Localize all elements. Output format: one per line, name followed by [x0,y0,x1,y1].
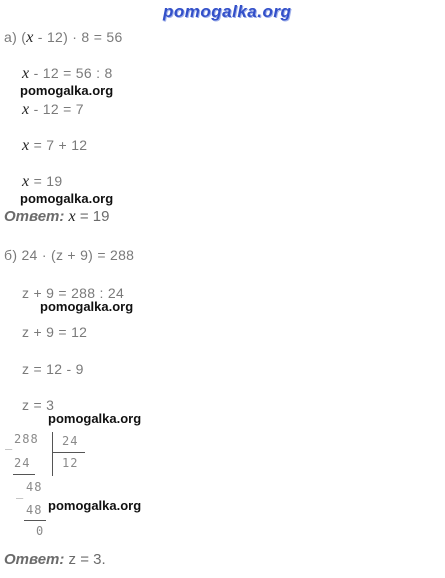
step-b-4: z = 3 [22,397,55,413]
step-text: - 12 = 7 [29,101,84,117]
step-var: x [22,101,30,118]
remainder-2: 0 [36,524,45,538]
answer-value: = 19 [75,208,110,225]
watermark: pomogalka.org [20,83,114,98]
watermark: pomogalka.org [20,191,114,206]
answer-a [4,208,109,226]
step-var: x [22,137,30,154]
watermark: pomogalka.org [48,411,142,426]
dividend: 288 [14,432,39,446]
step-b-1: z + 9 = 288 : 24 [22,285,125,301]
equation-b: б) 24 · (z + 9) = 288 [4,247,135,263]
equation-a-prefix: а) ( [4,29,27,45]
minus-sign-2: _ [16,485,25,499]
equation-a-var: x [26,29,34,46]
divisor: 24 [62,434,79,448]
equation-a [4,29,123,47]
step-b-3: z = 12 - 9 [22,361,84,377]
watermark: pomogalka.org [40,299,134,314]
answer-var: x [68,208,76,225]
step-text: - 12 = 56 : 8 [29,65,113,81]
step-a-4 [22,173,62,191]
answer-label: Ответ: [4,551,65,568]
step-var: x [22,65,30,82]
remainder-1: 48 [26,480,43,494]
step-b-2: z + 9 = 12 [22,324,88,340]
quotient: 12 [62,456,79,470]
divisor-underline [53,452,85,453]
step-text: = 7 + 12 [29,137,88,153]
subtract-line-2 [24,520,46,521]
subtrahend-1: 24 [14,456,31,470]
minus-sign-1: _ [5,436,14,450]
step-a-1 [22,65,113,83]
step-a-2 [22,101,84,119]
equation-a-rest: - 12) · 8 = 56 [33,29,123,45]
step-var: x [22,173,30,190]
watermark: pomogalka.org [48,498,142,513]
answer-value: z = 3. [64,551,106,568]
answer-b [4,551,106,568]
division-vertical-line [52,432,53,476]
answer-label: Ответ: [4,208,65,225]
site-title: pomogalka.org [163,2,292,21]
subtract-line-1 [13,474,35,475]
step-a-3 [22,137,87,155]
step-text: = 19 [29,173,63,189]
subtrahend-2: 48 [26,503,43,517]
